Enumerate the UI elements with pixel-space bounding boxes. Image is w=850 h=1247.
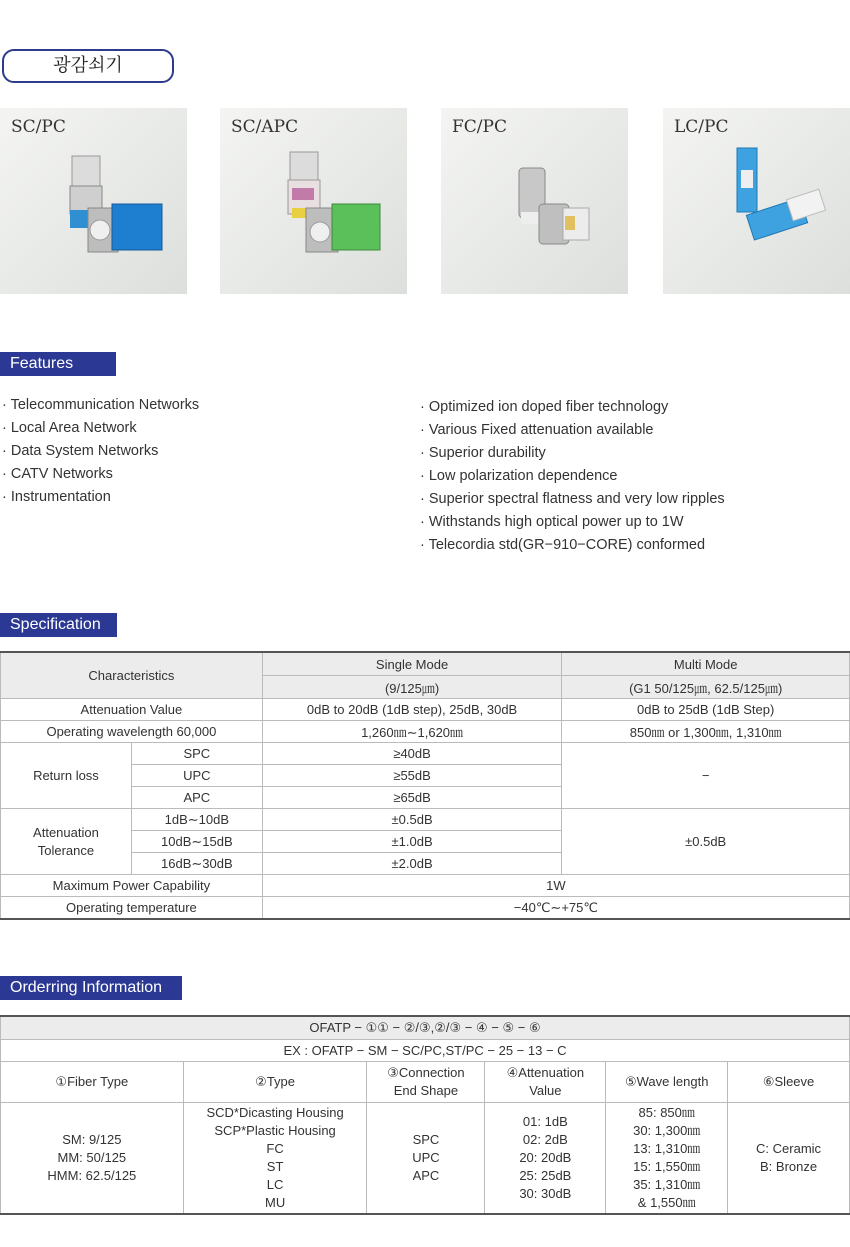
wavelength-cell	[606, 1103, 728, 1215]
specification-header: Specification	[0, 613, 117, 637]
cell-value: ±0.5dB	[262, 809, 562, 831]
product-photo-sc-pc	[0, 108, 187, 294]
feature-item: · Local Area Network	[2, 420, 137, 436]
feature-item: · Withstands high optical power up to 1W	[420, 514, 684, 530]
table-row	[1, 652, 850, 676]
cell-value: 0dB to 25dB (1dB Step)	[562, 699, 850, 721]
column-header: ③Connection End Shape	[367, 1062, 485, 1103]
features-header: Features	[0, 352, 116, 376]
feature-item: · CATV Networks	[2, 466, 113, 482]
list-item: 01: 1dB	[522, 1114, 568, 1129]
feature-item: · Low polarization dependence	[420, 468, 618, 484]
feature-item: · Superior durability	[420, 445, 546, 461]
list-item: SCP*Plastic Housing	[214, 1123, 336, 1138]
features-left-list	[2, 394, 199, 509]
feature-item: · Data System Networks	[2, 443, 159, 459]
feature-item: · Various Fixed attenuation available	[420, 422, 654, 438]
characteristics-header: Characteristics	[1, 652, 263, 699]
list-item: SM: 9/125	[62, 1132, 122, 1147]
list-item: 20: 20dB	[519, 1150, 572, 1165]
features-right-list	[420, 396, 725, 557]
list-item: MM: 50/125	[57, 1150, 127, 1165]
cell-value: ±1.0dB	[262, 831, 562, 853]
specification-table	[0, 651, 850, 920]
list-item: MU	[264, 1195, 286, 1210]
table-row	[1, 1016, 850, 1040]
feature-item: · Optimized ion doped fiber technology	[420, 399, 669, 415]
feature-item: · Superior spectral flatness and very low ripples	[420, 491, 725, 507]
row-label: Return loss	[1, 743, 132, 809]
sub-label: SPC	[131, 743, 262, 765]
sub-label: APC	[131, 787, 262, 809]
column-header: ⑥Sleeve	[728, 1062, 850, 1103]
list-item: 35: 1,310㎚	[633, 1177, 701, 1192]
product-photo-sc-apc	[220, 108, 407, 294]
product-label: LC/PC	[674, 117, 729, 137]
feature-item: · Telecommunication Networks	[2, 397, 200, 413]
table-row	[1, 1040, 850, 1062]
end-shape-cell	[367, 1103, 485, 1215]
cell-value: −40℃∼+75℃	[262, 897, 849, 920]
cell-value: 1W	[262, 875, 849, 897]
list-item: LC	[266, 1177, 284, 1192]
list-item: 30: 1,300㎚	[633, 1123, 701, 1138]
cell-value: 0dB to 20dB (1dB step), 25dB, 30dB	[262, 699, 562, 721]
multi-mode-header: Multi Mode	[562, 652, 850, 676]
cell-value: 1,260㎚∼1,620㎚	[262, 721, 562, 743]
list-item: FC	[266, 1141, 284, 1156]
single-mode-header: Single Mode	[262, 652, 562, 676]
list-item: UPC	[412, 1150, 440, 1165]
list-item: B: Bronze	[760, 1159, 818, 1174]
list-item: ST	[266, 1159, 284, 1174]
product-label: SC/APC	[231, 117, 299, 137]
sub-label: 1dB∼10dB	[131, 809, 262, 831]
column-header: ⑤Wave length	[606, 1062, 728, 1103]
row-label: Maximum Power Capability	[1, 875, 263, 897]
table-row	[1, 699, 850, 721]
table-row	[1, 1062, 850, 1103]
row-label: Attenuation Value	[1, 699, 263, 721]
cell-value: ±2.0dB	[262, 853, 562, 875]
order-example: EX : OFATP − SM − SC/PC,ST/PC − 25 − 13 − C	[1, 1040, 850, 1062]
column-header: ④Attenuation Value	[485, 1062, 606, 1103]
attenuation-cell	[485, 1103, 606, 1215]
type-cell	[183, 1103, 367, 1215]
ordering-table	[0, 1015, 850, 1215]
list-item: 13: 1,310㎚	[633, 1141, 701, 1156]
cell-value: ±0.5dB	[562, 809, 850, 875]
row-label: Operating wavelength 60,000	[1, 721, 263, 743]
sub-label: UPC	[131, 765, 262, 787]
list-item: APC	[412, 1168, 440, 1183]
table-row	[1, 897, 850, 920]
list-item: HMM: 62.5/125	[47, 1168, 137, 1183]
product-label: FC/PC	[452, 117, 507, 137]
multi-mode-subheader: (G1 50/125㎛, 62.5/125㎛)	[562, 676, 850, 699]
row-label: Attenuation Tolerance	[1, 809, 132, 875]
page-title: 광감쇠기	[2, 49, 174, 83]
product-photo-lc-pc	[663, 108, 850, 294]
list-item: 25: 25dB	[519, 1168, 572, 1183]
cell-value: ≥55dB	[262, 765, 562, 787]
cell-value: 850㎚ or 1,300㎚, 1,310㎚	[562, 721, 850, 743]
table-row	[1, 1103, 850, 1215]
order-code: OFATP − ①① − ②/③,②/③ − ④ − ⑤ − ⑥	[1, 1016, 850, 1040]
list-item: C: Ceramic	[756, 1141, 822, 1156]
table-row	[1, 875, 850, 897]
list-item: & 1,550㎚	[637, 1195, 696, 1210]
column-header: ①Fiber Type	[1, 1062, 184, 1103]
product-photo-fc-pc	[441, 108, 628, 294]
column-header: ②Type	[183, 1062, 367, 1103]
feature-item: · Instrumentation	[2, 489, 111, 505]
feature-item: · Telecordia std(GR−910−CORE) conformed	[420, 537, 706, 553]
row-label: Operating temperature	[1, 897, 263, 920]
list-item: SCD*Dicasting Housing	[206, 1105, 344, 1120]
ordering-header: Orderring Information	[0, 976, 182, 1000]
cell-value: ≥40dB	[262, 743, 562, 765]
list-item: 02: 2dB	[522, 1132, 568, 1147]
cell-value: −	[562, 743, 850, 809]
fiber-type-cell	[1, 1103, 184, 1215]
list-item: 30: 30dB	[519, 1186, 572, 1201]
cell-value: ≥65dB	[262, 787, 562, 809]
sub-label: 16dB∼30dB	[131, 853, 262, 875]
single-mode-subheader: (9/125㎛)	[262, 676, 562, 699]
table-row	[1, 809, 850, 831]
table-row	[1, 743, 850, 765]
list-item: SPC	[412, 1132, 440, 1147]
list-item: 85: 850㎚	[638, 1105, 695, 1120]
list-item: 15: 1,550㎚	[633, 1159, 701, 1174]
product-label: SC/PC	[11, 117, 66, 137]
table-row	[1, 721, 850, 743]
sub-label: 10dB∼15dB	[131, 831, 262, 853]
sleeve-cell	[728, 1103, 850, 1215]
